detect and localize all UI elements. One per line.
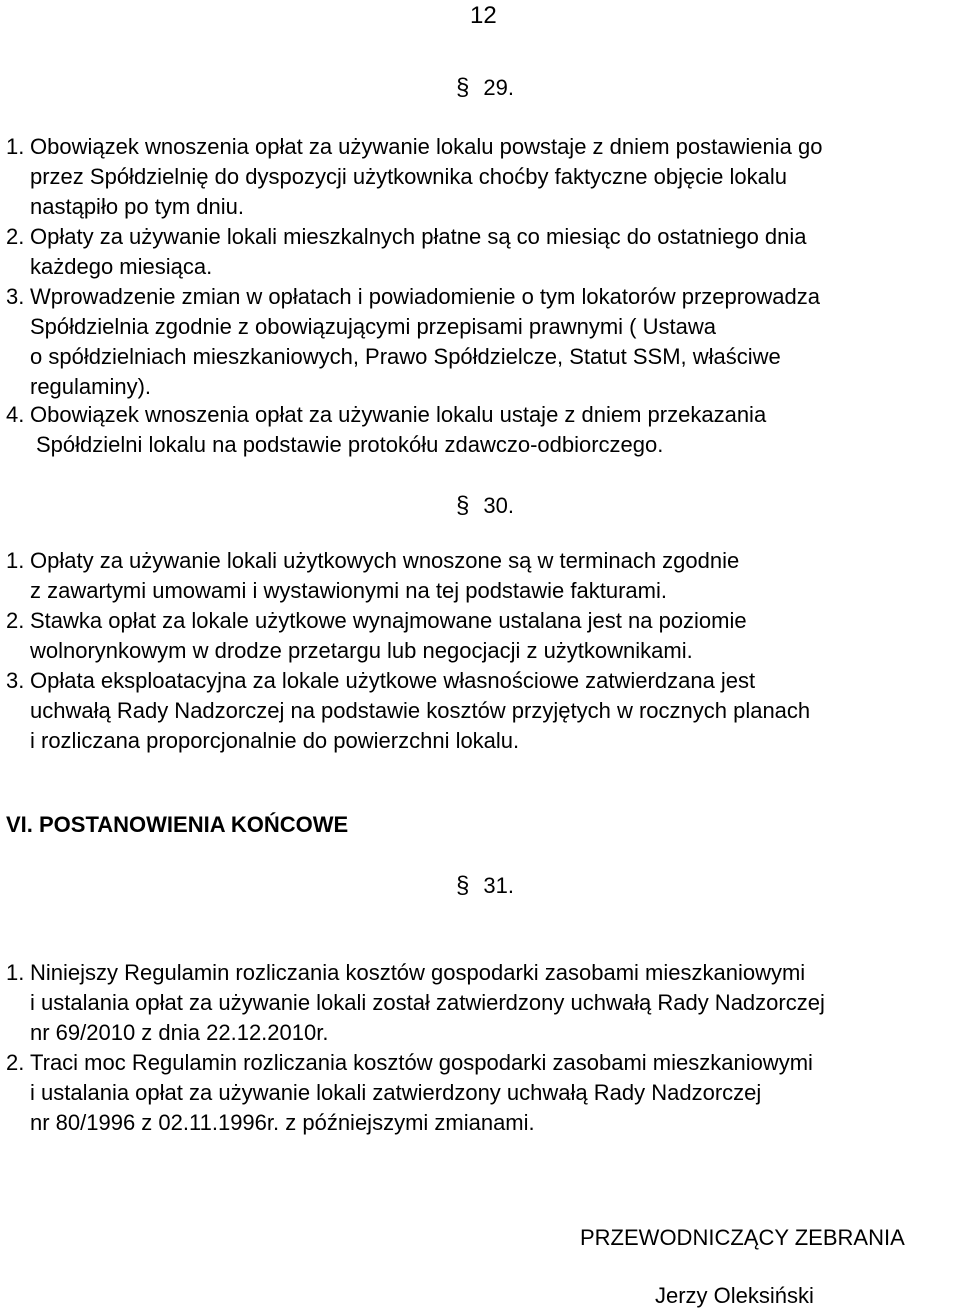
- item-number: 4.: [6, 402, 25, 427]
- section-number: 31.: [483, 873, 514, 898]
- section-heading-29: [456, 74, 514, 102]
- item-text: każdego miesiąca.: [30, 254, 213, 279]
- signature-name: Jerzy Oleksiński: [655, 1283, 814, 1308]
- item-number: 2.: [6, 1050, 25, 1075]
- item-text: Opłaty za używanie lokali mieszkalnych płatne są co miesiąc do ostatniego dnia: [30, 224, 807, 249]
- item-text: uchwałą Rady Nadzorczej na podstawie kosztów przyjętych w rocznych planach: [30, 698, 811, 723]
- item-text: Spółdzielni lokalu na podstawie protokółu zdawczo-odbiorczego.: [36, 432, 664, 457]
- item-number: 3.: [6, 284, 25, 309]
- section-heading-31: [456, 872, 514, 900]
- section-number: 30.: [483, 493, 514, 518]
- page-number: 12: [470, 2, 497, 29]
- item-text: Opłaty za używanie lokali użytkowych wnoszone są w terminach zgodnie: [30, 548, 740, 573]
- signature-title: PRZEWODNICZĄCY ZEBRANIA: [580, 1225, 905, 1250]
- item-text: Wprowadzenie zmian w opłatach i powiadomienie o tym lokatorów przeprowadza: [30, 284, 820, 309]
- paragraph-symbol: §: [456, 492, 470, 519]
- item-text: nastąpiło po tym dniu.: [30, 194, 245, 219]
- item-text: i ustalania opłat za używanie lokali zatwierdzony uchwałą Rady Nadzorczej: [30, 1080, 762, 1105]
- section-number: 29.: [483, 75, 514, 100]
- item-text: Traci moc Regulamin rozliczania kosztów gospodarki zasobami mieszkaniowymi: [30, 1050, 813, 1075]
- item-text: i ustalania opłat za używanie lokali został zatwierdzony uchwałą Rady Nadzorczej: [30, 990, 825, 1015]
- item-number: 1.: [6, 960, 25, 985]
- item-text: i rozliczana proporcjonalnie do powierzchni lokalu.: [30, 728, 520, 753]
- item-text: Opłata eksploatacyjna za lokale użytkowe własnościowe zatwierdzana jest: [30, 668, 756, 693]
- section-heading-30: [456, 492, 514, 520]
- item-text: Obowiązek wnoszenia opłat za używanie lokalu ustaje z dniem przekazania: [30, 402, 767, 427]
- item-text: nr 69/2010 z dnia 22.12.2010r.: [30, 1020, 329, 1045]
- chapter-heading: VI. POSTANOWIENIA KOŃCOWE: [6, 812, 349, 837]
- item-number: 2.: [6, 608, 25, 633]
- item-text: Obowiązek wnoszenia opłat za używanie lokalu powstaje z dniem postawienia go: [30, 134, 823, 159]
- item-text: przez Spółdzielnię do dyspozycji użytkownika choćby faktyczne objęcie lokalu: [30, 164, 787, 189]
- paragraph-symbol: §: [456, 74, 470, 101]
- item-number: 1.: [6, 548, 25, 573]
- paragraph-symbol: §: [456, 872, 470, 899]
- item-number: 1.: [6, 134, 25, 159]
- item-text: wolnorynkowym w drodze przetargu lub negocjacji z użytkownikami.: [30, 638, 693, 663]
- item-number: 2.: [6, 224, 25, 249]
- item-text: z zawartymi umowami i wystawionymi na tej podstawie fakturami.: [30, 578, 667, 603]
- item-number: 3.: [6, 668, 25, 693]
- item-text: o spółdzielniach mieszkaniowych, Prawo Spółdzielcze, Statut SSM, właściwe: [30, 344, 781, 369]
- item-text: Stawka opłat za lokale użytkowe wynajmowane ustalana jest na poziomie: [30, 608, 747, 633]
- item-text: nr 80/1996 z 02.11.1996r. z późniejszymi zmianami.: [30, 1110, 535, 1135]
- item-text: Spółdzielnia zgodnie z obowiązującymi przepisami prawnymi ( Ustawa: [30, 314, 716, 339]
- item-text: regulaminy).: [30, 374, 152, 399]
- item-text: Niniejszy Regulamin rozliczania kosztów gospodarki zasobami mieszkaniowymi: [30, 960, 806, 985]
